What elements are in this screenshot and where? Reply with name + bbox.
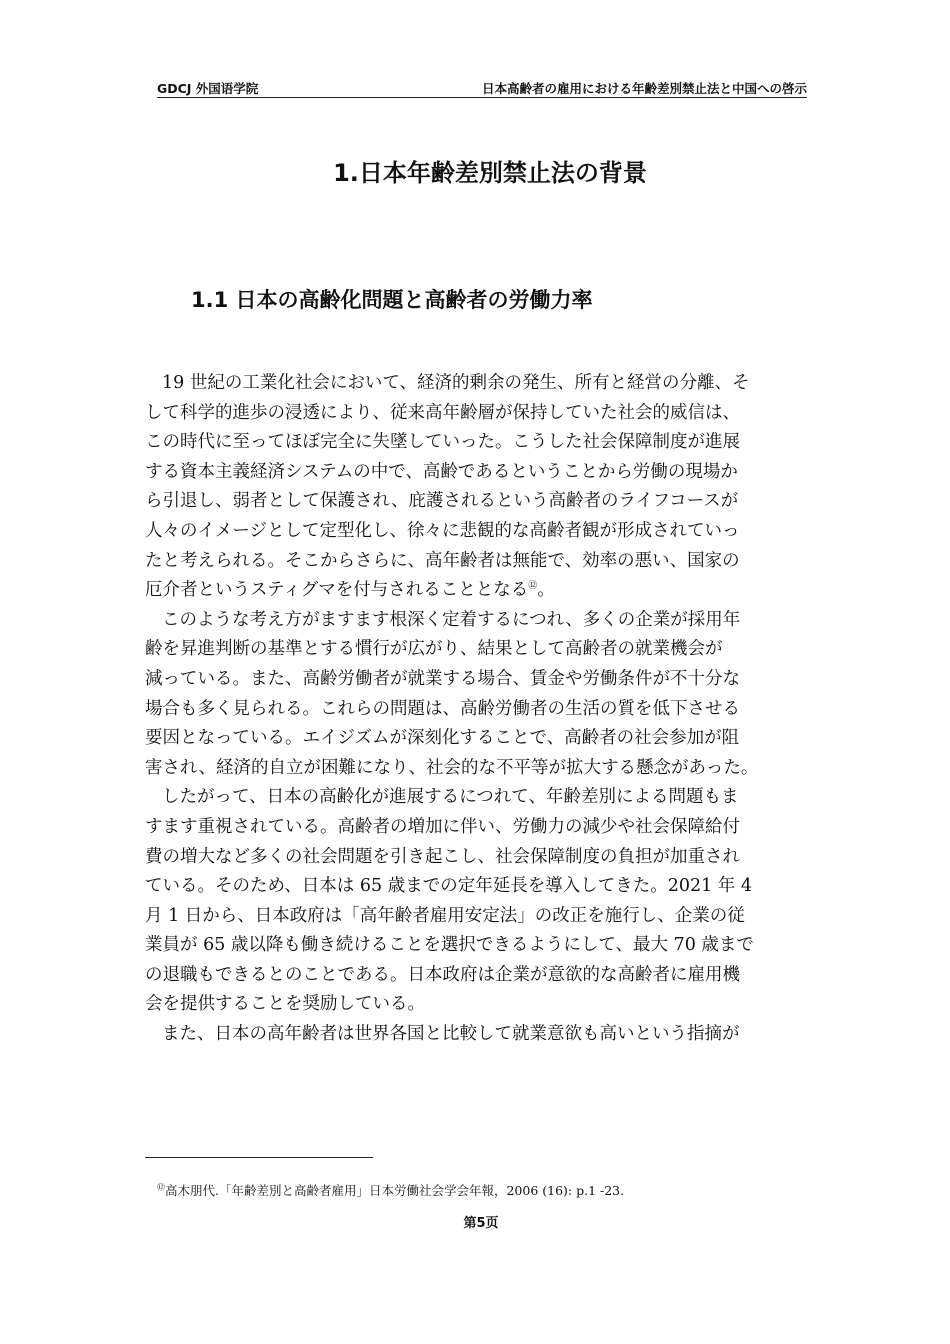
body-line: 減っている。また、高齢労働者が就業する場合、賃金や労働条件が不十分な <box>145 668 740 689</box>
body-line: たと考えられる。そこからさらに、高年齢者は無能で、効率の悪い、国家の <box>145 550 740 571</box>
body-line: 19 世紀の工業化社会において、経済的剰余の発生、所有と経営の分離、そ <box>162 373 750 393</box>
header-school-name: GDCJ 外国语学院 <box>157 81 259 96</box>
body-line: この時代に至ってほぼ完全に失墜していった。こうした社会保障制度が進展 <box>145 432 740 453</box>
body-line: する資本主義経済システムの中で、高齢であるということから労働の現場か <box>145 461 738 482</box>
header-thesis-title: 日本高齢者の雇用における年齢差別禁止法と中国への啓示 <box>481 81 807 96</box>
body-line: 人々のイメージとして定型化し、徐々に悲観的な高齢者観が形成されていっ <box>145 520 740 541</box>
footnote-mark: ⑫ <box>157 1183 165 1192</box>
body-line: すます重視されている。高齢者の増加に伴い、労働力の減少や社会保障給付 <box>145 816 740 837</box>
body-line: 会を提供することを奨励している。 <box>145 994 425 1015</box>
footnote-text: 高木朋代.「年齢差別と高齢者雇用」日本労働社会学会年報，2006 (16): p.1 -23. <box>165 1183 625 1198</box>
chapter-title: 1.日本年齢差別禁止法の背景 <box>333 159 647 187</box>
body-line: ら引退し、弱者として保護され、庇護されるという高齢者のライフコースが <box>145 491 739 512</box>
body-line: 月 1 日から、日本政府は「高年齢者雇用安定法」の改正を施行し、企業の従 <box>145 905 745 926</box>
footnote <box>157 1181 624 1199</box>
body-line: して科学的進歩の浸透により、従来高年齢層が保持していた社会的威信は、 <box>145 402 740 423</box>
body-line: このような考え方がますます根深く定着するにつれ、多くの企業が採用年 <box>162 609 741 630</box>
body-line: 業員が 65 歳以降も働き続けることを選択できるようにして、最大 70 歳まで <box>145 935 754 956</box>
body-line: 費の増大など多くの社会問題を引き起こし、社会保障制度の負担が加重され <box>145 846 740 867</box>
body-line: また、日本の高年齢者は世界各国と比較して就業意欲も高いという指摘が <box>162 1024 740 1045</box>
body-line-with-reference <box>145 576 815 606</box>
section-title: 1.1 日本の高齢化問題と高齢者の労働力率 <box>191 288 593 312</box>
page-number: 第5页 <box>463 1216 499 1231</box>
body-line-text: 厄介者というスティグマを付与されることとなる <box>145 580 529 601</box>
body-line: ている。そのため、日本は 65 歳までの定年延長を導入してきた。2021 年 4 <box>145 876 752 897</box>
sentence-end: 。 <box>537 580 555 601</box>
body-line: したがって、日本の高齢化が進展するにつれて、年齢差別による問題もま <box>162 787 739 808</box>
page-header <box>157 79 807 98</box>
body-line: 齢を昇進判断の基準とする慣行が広がり、結果として高齢者の就業機会が <box>145 639 723 660</box>
body-line: 害され、経済的自立が困難になり、社会的な不平等が拡大する懸念があった。 <box>145 757 759 778</box>
body-line: 要因となっている。エイジズムが深刻化することで、高齢者の社会参加が阻 <box>145 728 740 749</box>
body-line: 場合も多く見られる。これらの問題は、高齢労働者の生活の質を低下させる <box>145 698 740 719</box>
body-text <box>145 369 815 1050</box>
footnote-reference-mark[interactable]: ⑫ <box>528 581 538 592</box>
body-line: の退職もできるとのことである。日本政府は企業が意欲的な高齢者に雇用機 <box>145 964 740 985</box>
footnote-divider <box>145 1157 373 1158</box>
